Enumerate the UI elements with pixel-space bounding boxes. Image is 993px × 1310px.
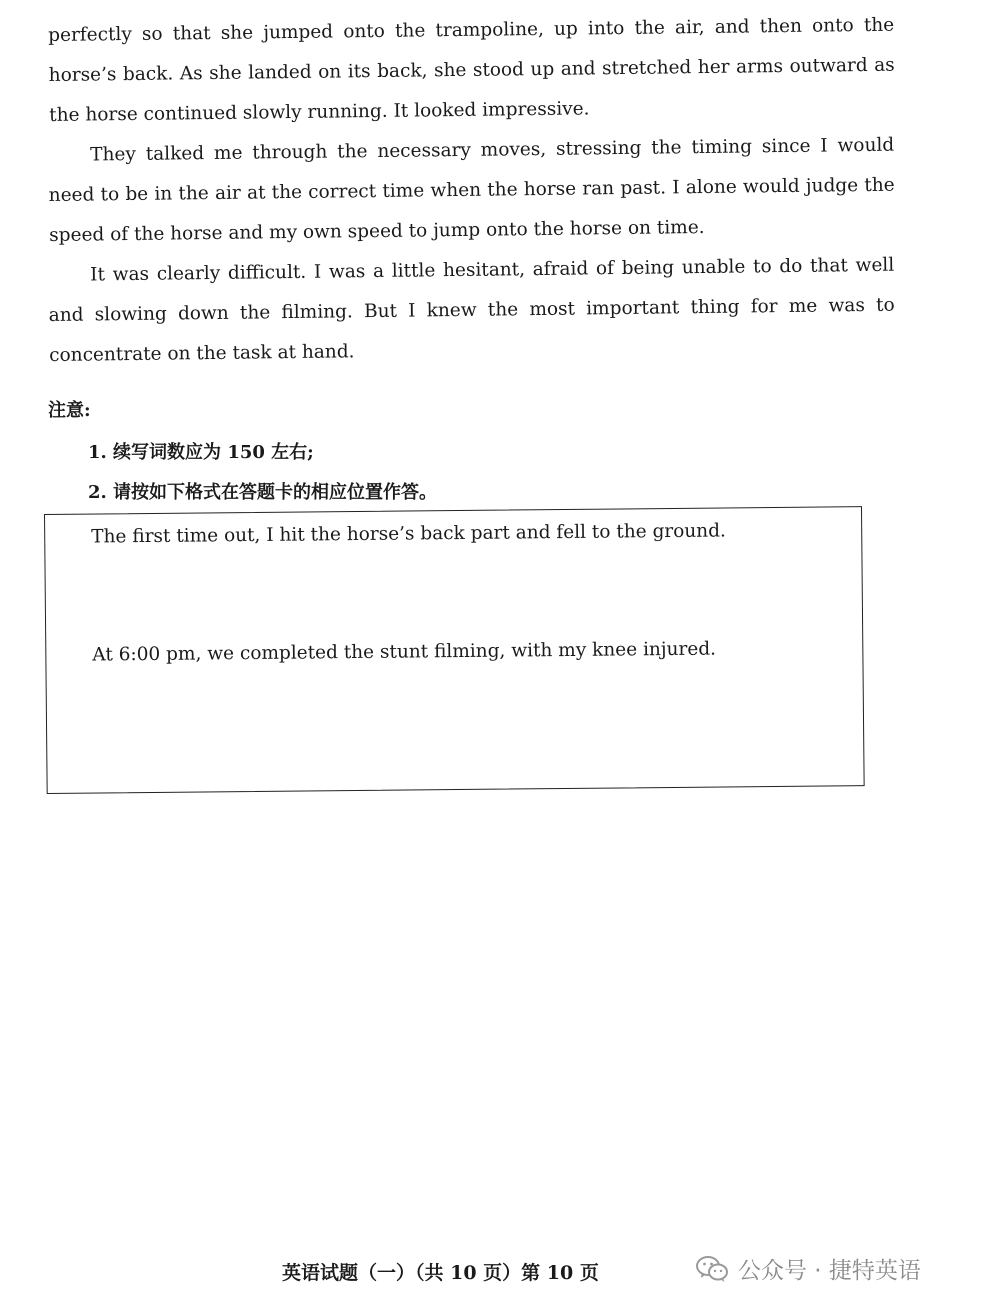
passage-paragraph-2: They talked me through the necessary moves, stressing the timing since I would need to be in the air at the correct time when the horse ran past. I alone would judge the speed of the horse and my own speed to jump onto the horse on time. — [48, 134, 895, 246]
wechat-icon — [696, 1255, 728, 1283]
notes-title: 注意: — [48, 400, 91, 421]
watermark — [696, 1252, 921, 1285]
passage-paragraph-3: It was clearly difficult. I was a little hesitant, afraid of being unable to do that well and slowing down the filming. But I knew the most important thing for me was to concentrate on the task at hand. — [48, 254, 895, 366]
note-item-2: 2. 请按如下格式在答题卡的相应位置作答。 — [88, 482, 438, 503]
answer-box — [44, 506, 865, 794]
watermark-text: 公众号 · 捷特英语 — [738, 1258, 921, 1284]
page-footer: 英语试题（一）（共 10 页）第 10 页 — [282, 1262, 599, 1284]
answer-box-opening-line-2: At 6:00 pm, we completed the stunt filming, with my knee injured. — [92, 638, 717, 666]
answer-box-opening-line-1: The first time out, I hit the horse’s back part and fell to the ground. — [91, 520, 726, 548]
passage-paragraph-1: perfectly so that she jumped onto the trampoline, up into the air, and then onto the horse’s back. As she landed on its back, she stood up and stretched her arms outward as the horse continued slowly running. It looked impressive. — [48, 14, 895, 126]
note-item-1: 1. 续写词数应为 150 左右; — [88, 442, 314, 463]
